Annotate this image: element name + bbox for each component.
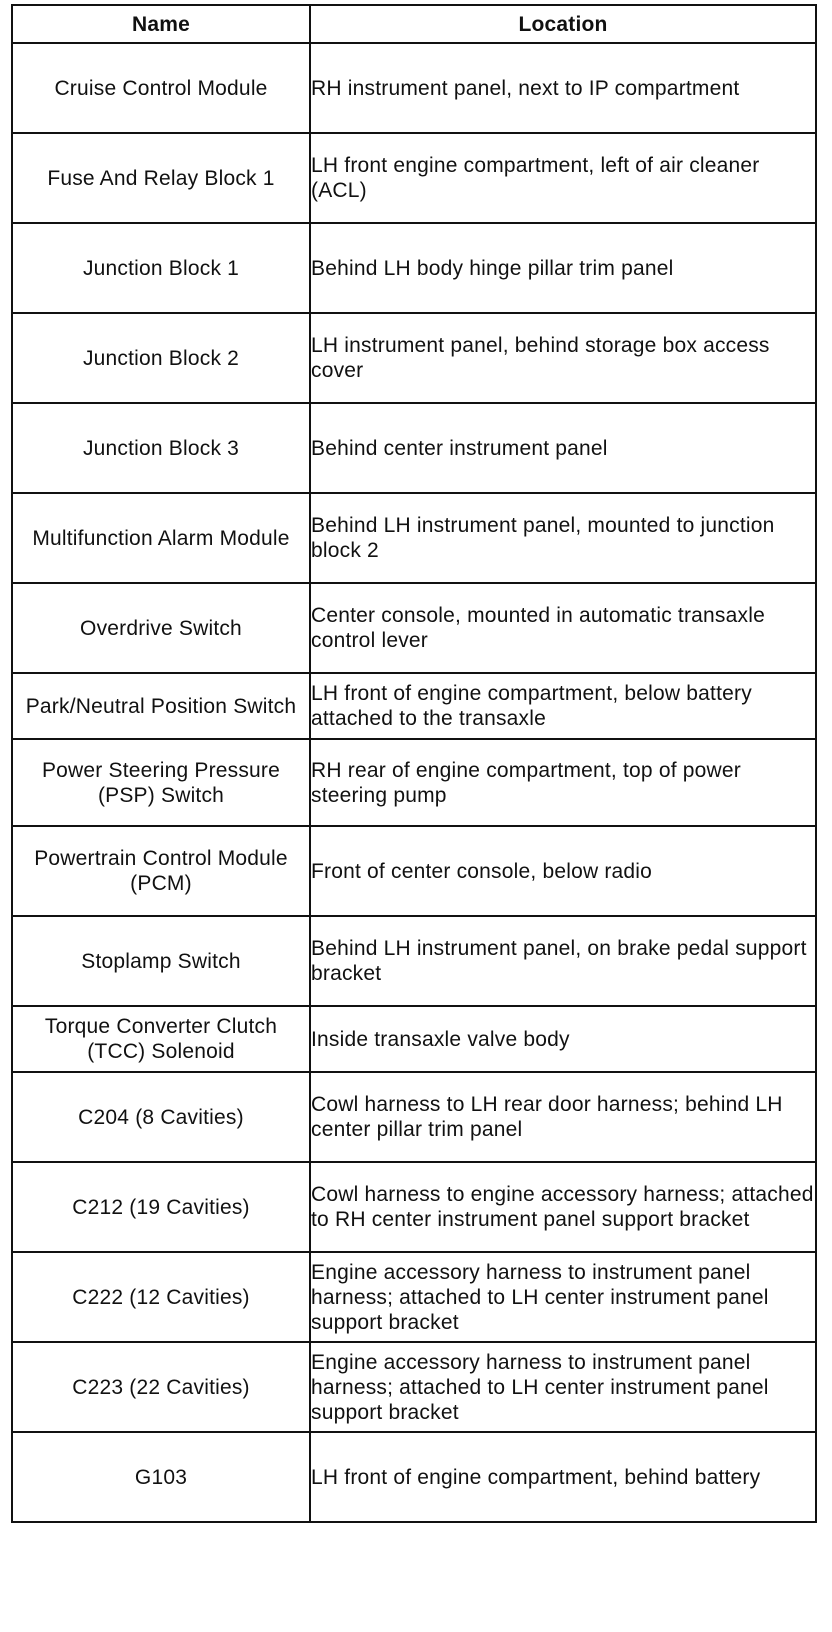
row-name: C204 (8 Cavities): [12, 1072, 310, 1162]
row-name: Powertrain Control Module (PCM): [12, 826, 310, 916]
table-row: [12, 1162, 816, 1252]
table-row: [12, 313, 816, 403]
row-location: Behind LH instrument panel, mounted to junction block 2: [310, 493, 816, 583]
row-location: Cowl harness to LH rear door harness; behind LH center pillar trim panel: [310, 1072, 816, 1162]
table-row: [12, 1342, 816, 1432]
table-row: [12, 133, 816, 223]
row-location: Behind LH instrument panel, on brake pedal support bracket: [310, 916, 816, 1006]
row-name: G103: [12, 1432, 310, 1522]
component-location-table: [11, 4, 817, 1523]
row-name: Multifunction Alarm Module: [12, 493, 310, 583]
row-name: C223 (22 Cavities): [12, 1342, 310, 1432]
row-location: RH instrument panel, next to IP compartment: [310, 43, 816, 133]
table-row: [12, 583, 816, 673]
table-row: [12, 673, 816, 739]
row-location: LH front engine compartment, left of air cleaner (ACL): [310, 133, 816, 223]
row-name: Junction Block 2: [12, 313, 310, 403]
table-row: [12, 826, 816, 916]
table-row: [12, 223, 816, 313]
row-name: C222 (12 Cavities): [12, 1252, 310, 1342]
row-name: Junction Block 3: [12, 403, 310, 493]
table-row: [12, 403, 816, 493]
table-row: [12, 1072, 816, 1162]
row-name: Park/Neutral Position Switch: [12, 673, 310, 739]
row-location: Behind center instrument panel: [310, 403, 816, 493]
table-row: [12, 1252, 816, 1342]
table-row: [12, 43, 816, 133]
row-location: Front of center console, below radio: [310, 826, 816, 916]
row-name: Cruise Control Module: [12, 43, 310, 133]
header-name: Name: [12, 5, 310, 43]
row-location: Engine accessory harness to instrument panel harness; attached to LH center instrument panel support bracket: [310, 1342, 816, 1432]
row-name: Stoplamp Switch: [12, 916, 310, 1006]
component-location-table-wrapper: [11, 4, 815, 1523]
row-location: RH rear of engine compartment, top of power steering pump: [310, 739, 816, 826]
row-location: LH instrument panel, behind storage box access cover: [310, 313, 816, 403]
row-location: LH front of engine compartment, below battery attached to the transaxle: [310, 673, 816, 739]
row-location: Behind LH body hinge pillar trim panel: [310, 223, 816, 313]
table-row: [12, 1006, 816, 1072]
row-location: LH front of engine compartment, behind battery: [310, 1432, 816, 1522]
row-name: Overdrive Switch: [12, 583, 310, 673]
row-location: Inside transaxle valve body: [310, 1006, 816, 1072]
row-location: Cowl harness to engine accessory harness; attached to RH center instrument panel support bracket: [310, 1162, 816, 1252]
row-name: Power Steering Pressure (PSP) Switch: [12, 739, 310, 826]
table-row: [12, 916, 816, 1006]
row-location: Engine accessory harness to instrument panel harness; attached to LH center instrument panel support bracket: [310, 1252, 816, 1342]
table-header-row: [12, 5, 816, 43]
row-name: Torque Converter Clutch (TCC) Solenoid: [12, 1006, 310, 1072]
table-row: [12, 1432, 816, 1522]
row-name: Junction Block 1: [12, 223, 310, 313]
table-row: [12, 493, 816, 583]
row-location: Center console, mounted in automatic transaxle control lever: [310, 583, 816, 673]
table-row: [12, 739, 816, 826]
row-name: C212 (19 Cavities): [12, 1162, 310, 1252]
header-location: Location: [310, 5, 816, 43]
row-name: Fuse And Relay Block 1: [12, 133, 310, 223]
